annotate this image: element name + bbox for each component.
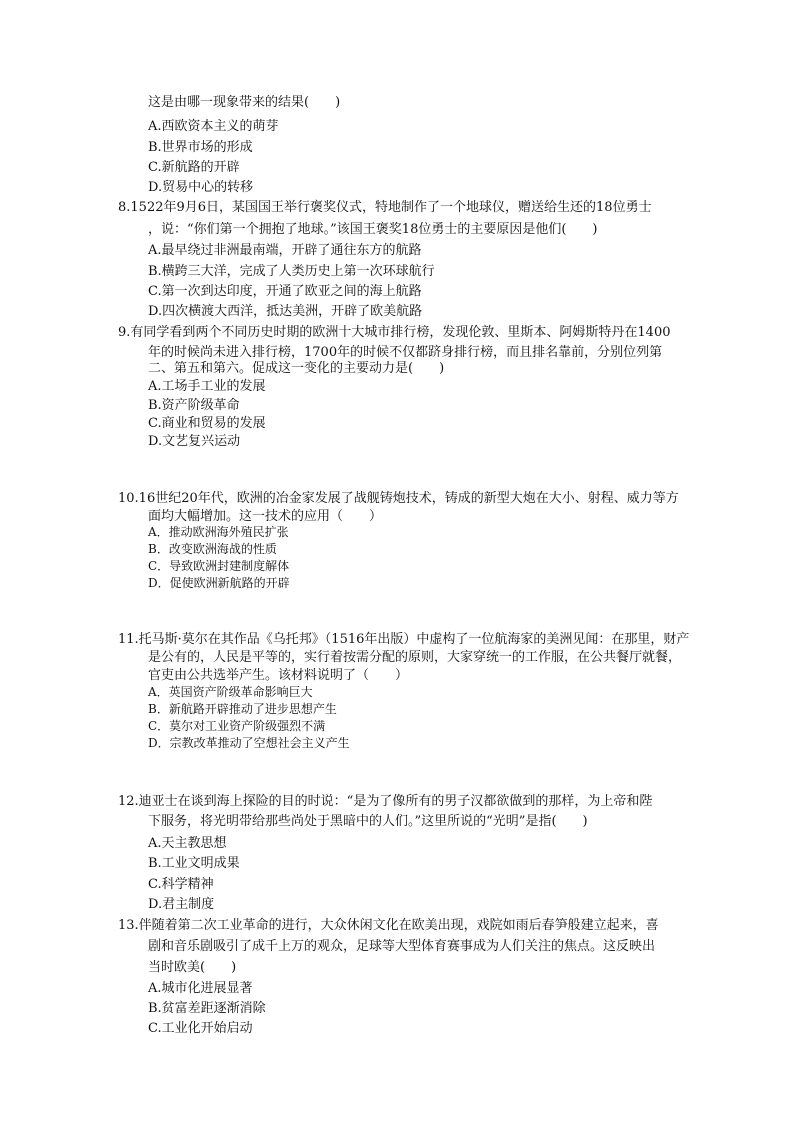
option-d: D.贸易中心的转移 <box>148 180 254 195</box>
option-c: C.第一次到达印度，开通了欧亚之间的海上航路 <box>148 284 422 299</box>
question-stem-line: 12.迪亚士在谈到海上探险的目的时说：“是为了像所有的男子汉都欲做到的那样，为上帝和陛 <box>118 794 653 809</box>
question-stem-line: 10.16世纪20年代，欧洲的冶金家发展了战舰铸炮技术，铸成的新型大炮在大小、射程、威力等方 <box>118 491 679 506</box>
option-a: A.西欧资本主义的萌芽 <box>148 119 279 134</box>
option-d: D.四次横渡大西洋，抵达美洲，开辟了欧美航路 <box>148 304 423 319</box>
option-a: A.工场手工业的发展 <box>148 379 266 394</box>
question-stem-line: 11.托马斯·莫尔在其作品《乌托邦》（1516年出版）中虚构了一位航海家的美洲见闻：在那里，财产 <box>118 632 690 647</box>
question-stem-line: 当时欧美( ) <box>148 960 237 975</box>
option-b: B.工业文明成果 <box>148 856 240 871</box>
option-b: B.世界市场的形成 <box>148 140 253 155</box>
option-c: C.商业和贸易的发展 <box>148 416 266 431</box>
option-d: D．促使欧洲新航路的开辟 <box>148 576 290 590</box>
option-c: C.科学精神 <box>148 877 214 892</box>
question-stem-line: 二、第五和第六。促成这一变化的主要动力是( ) <box>148 361 445 376</box>
option-c: C．导致欧洲封建制度解体 <box>148 559 290 573</box>
option-a: A.天主教思想 <box>148 836 227 851</box>
question-stem-line: 是公有的，人民是平等的，实行着按需分配的原则，大家穿统一的工作服，在公共餐厅就餐， <box>148 650 682 665</box>
question-stem-line: 9.有同学看到两个不同历史时期的欧洲十大城市排行榜，发现伦敦、里斯本、阿姆斯特丹在1400 <box>118 325 671 340</box>
option-a: A.最早绕过非洲最南端，开辟了通往东方的航路 <box>148 243 422 258</box>
option-d: D.君主制度 <box>148 897 215 912</box>
option-b: B．改变欧洲海战的性质 <box>148 542 277 556</box>
option-a: A.城市化进展显著 <box>148 981 253 996</box>
question-stem-line: ，说：“你们第一个拥抱了地球。”该国王褒奖18位勇士的主要原因是他们( ) <box>148 222 598 237</box>
option-b: B.横跨三大洋，完成了人类历史上第一次环球航行 <box>148 264 435 279</box>
option-d: D.文艺复兴运动 <box>148 434 241 449</box>
question-stem-line: 年的时候尚未进入排行榜，1700年的时候不仅都跻身排行榜，而且排名靠前，分别位列第 <box>148 345 663 360</box>
option-a: A．推动欧洲海外殖民扩张 <box>148 525 289 539</box>
question-stem-line: 这是由哪一现象带来的结果( ) <box>148 95 341 110</box>
question-stem-line: 13.伴随着第二次工业革命的进行，大众休闲文化在欧美出现，戏院如雨后春笋般建立起来，喜 <box>118 918 659 933</box>
question-stem-line: 8.1522年9月6日，某国国王举行褒奖仪式，特地制作了一个地球仪，赠送给生还的18位勇士 <box>118 200 652 215</box>
option-c: C.新航路的开辟 <box>148 160 240 175</box>
option-c: C．莫尔对工业资产阶级强烈不满 <box>148 719 326 733</box>
option-b: B．新航路开辟推动了进步思想产生 <box>148 702 337 716</box>
option-c: C.工业化开始启动 <box>148 1021 253 1036</box>
question-stem-line: 面均大幅增加。这一技术的应用（ ） <box>148 509 383 524</box>
question-stem-line: 官吏由公共选举产生。该材料说明了（ ） <box>148 668 409 683</box>
option-b: B.贫富差距逐渐消除 <box>148 1001 266 1016</box>
option-d: D．宗教改革推动了空想社会主义产生 <box>148 736 350 750</box>
option-a: A．英国资产阶级革命影响巨大 <box>148 685 313 699</box>
question-stem-line: 下服务，将光明带给那些尚处于黑暗中的人们。”这里所说的“光明”是指( ) <box>148 814 588 829</box>
option-b: B.资产阶级革命 <box>148 398 240 413</box>
question-stem-line: 剧和音乐剧吸引了成千上万的观众，足球等大型体育赛事成为人们关注的焦点。这反映出 <box>148 939 656 954</box>
